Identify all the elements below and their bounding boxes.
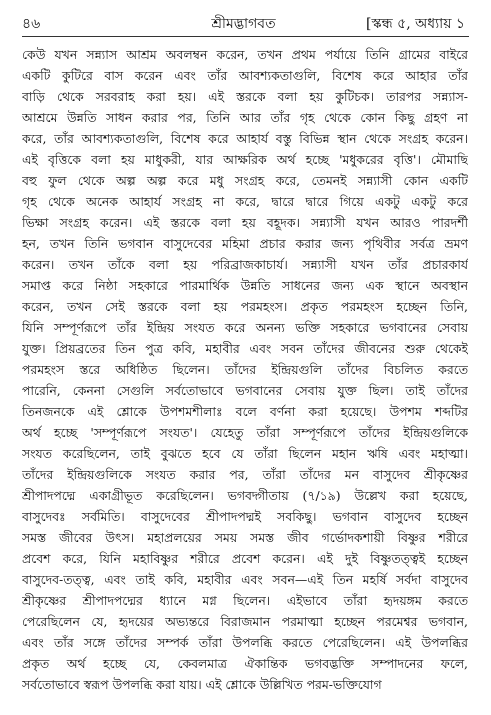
- body-text: [22, 44, 468, 695]
- text-line: তিনজনকে এই শ্লোকে উপশমশীলাঃ বলে বর্ণনা করা হয়েছে। উপশম শব্দটির: [22, 404, 468, 419]
- header-rule: [22, 36, 469, 37]
- text-line: অর্থ হচ্ছে 'সম্পূর্ণরূপে সংযত'। যেহেতু তাঁরা সম্পূর্ণরূপে তাঁদের ইন্দ্রিয়গুলিকে: [22, 425, 468, 440]
- section-reference: [স্কন্ধ ৫, অধ্যায় ১: [366, 16, 465, 32]
- text-line: শ্রীপাদপদ্মে একাগ্রীভূত করেছিলেন। ভগবদ্গীতায় (৭/১৯) উল্লেখ করা হয়েছে,: [22, 488, 468, 503]
- text-line: বাড়ি থেকে সরবরাহ করা হয়। এই স্তরকে বলা হয় কুটিচক। তারপর সন্ন্যাস-: [22, 89, 468, 104]
- text-line: ভিক্ষা সংগ্রহ করেন। এই স্তরকে বলা হয় বহূদক। সন্ন্যাসী যখন আরও পারদর্শী: [22, 215, 468, 230]
- page-title: শ্রীমদ্ভাগবত: [211, 16, 276, 32]
- text-line: সর্বতোভাবে স্বরূপ উপলব্ধি করা যায়। এই শ্লোকে উল্লিখিত পরম-ভক্তিযোগ: [22, 677, 382, 692]
- text-line: এই বৃত্তিকে বলা হয় মাধুকরী, যার আক্ষরিক অর্থ হচ্ছে 'মধুকরের বৃত্তি'। মৌমাছি: [22, 152, 468, 167]
- page-header: [22, 8, 465, 38]
- text-line: পারেনি, কেননা সেগুলি সর্বতোভাবে ভগবানের সেবায় যুক্ত ছিল। তাই তাঁদের: [22, 383, 468, 398]
- text-line: প্রকৃত অর্থ হচ্ছে যে, কেবলমাত্র ঐকান্তিক ভগবদ্ভক্তি সম্পাদনের ফলে,: [22, 656, 468, 671]
- text-line: সমস্ত জীবের উৎস। মহাপ্রলয়ের সময় সমস্ত জীব গর্ভোদকশায়ী বিষ্ণুর শরীরে: [22, 530, 468, 545]
- text-line: হন, তখন তিনি ভগবান বাসুদেবের মহিমা প্রচার করার জন্য পৃথিবীর সর্বত্র ভ্রমণ: [22, 236, 468, 251]
- page-number: ৪৬: [22, 16, 41, 32]
- text-line: তাঁদের ইন্দ্রিয়গুলিকে সংযত করার পর, তাঁরা তাঁদের মন বাসুদেব শ্রীকৃষ্ণের: [22, 467, 468, 482]
- text-line: পরমহংস স্তরে অধিষ্ঠিত ছিলেন। তাঁদের ইন্দ্রিয়গুলি তাঁদের বিচলিত করতে: [22, 362, 468, 377]
- text-line: গৃহ থেকে অনেক আহার্য সংগ্রহ না করে, দ্বারে দ্বারে গিয়ে একটু একটু করে: [22, 194, 468, 209]
- text-line: করেন, তখন সেই স্তরকে বলা হয় পরমহংস। প্রকৃত পরমহংস হচ্ছেন তিনি,: [22, 299, 468, 314]
- text-line: করেন। তখন তাঁকে বলা হয় পরিব্রাজকাচার্য। সন্ন্যাসী যখন তাঁর প্রচারকার্য: [22, 257, 468, 272]
- text-line: সংযত করেছিলেন, তাই বুঝতে হবে যে তাঁরা ছিলেন মহান ঋষি এবং মহাত্মা।: [22, 446, 468, 461]
- text-line: করে, তাঁর আবশ্যকতাগুলি, বিশেষ করে আহার্য বস্তু বিভিন্ন স্থান থেকে সংগ্রহ করেন।: [22, 131, 468, 146]
- text-line: বহু ফুল থেকে অল্প অল্প করে মধু সংগ্রহ করে, তেমনই সন্ন্যাসী কোন একটি: [22, 173, 468, 188]
- text-line: বাসুদেবঃ সর্বমিতি। বাসুদেবের শ্রীপাদপদ্মই সবকিছু। ভগবান বাসুদেব হচ্ছেন: [22, 509, 468, 524]
- text-line: এবং তাঁর সঙ্গে তাঁদের সম্পর্ক তাঁরা উপলব্ধি করতে পেরেছিলেন। এই উপলব্ধির: [22, 635, 468, 650]
- text-line: যুক্ত। প্রিয়ব্রতের তিন পুত্র কবি, মহাবীর এবং সবন তাঁদের জীবনের শুরু থেকেই: [22, 341, 468, 356]
- text-line: একটি কুটিরে বাস করেন এবং তাঁর আবশ্যকতাগুলি, বিশেষ করে আহার তাঁর: [22, 68, 468, 83]
- text-line: বাসুদেব-তত্ত্ব, এবং তাই কবি, মহাবীর এবং সবন—এই তিন মহর্ষি সর্বদা বাসুদেব: [22, 572, 468, 587]
- text-line: আশ্রমে উন্নতি সাধন করার পর, তিনি আর তাঁর গৃহ থেকে কোন কিছু গ্রহণ না: [22, 110, 468, 125]
- text-line: যিনি সম্পূর্ণরূপে তাঁর ইন্দ্রিয় সংযত করে অনন্য ভক্তি সহকারে ভগবানের সেবায়: [22, 320, 468, 335]
- text-line: কেউ যখন সন্ন্যাস আশ্রম অবলম্বন করেন, তখন প্রথম পর্যায়ে তিনি গ্রামের বাইরে: [22, 47, 468, 62]
- text-line: পেরেছিলেন যে, হৃদয়ের অভ্যন্তরে বিরাজমান পরমাত্মা হচ্ছেন পরমেশ্বর ভগবান,: [22, 614, 468, 629]
- text-line: সমাপ্ত করে নিষ্ঠা সহকারে পারমার্থিক উন্নতি সাধনের জন্য এক স্থানে অবস্থান: [22, 278, 468, 293]
- text-line: প্রবেশ করে, যিনি মহাবিষ্ণুর শরীরে প্রবেশ করেন। এই দুই বিষ্ণুতত্ত্বই হচ্ছেন: [22, 551, 468, 566]
- text-line: শ্রীকৃষ্ণের শ্রীপাদপদ্মের ধ্যানে মগ্ন ছিলেন। এইভাবে তাঁরা হৃদয়ঙ্গম করতে: [22, 593, 468, 608]
